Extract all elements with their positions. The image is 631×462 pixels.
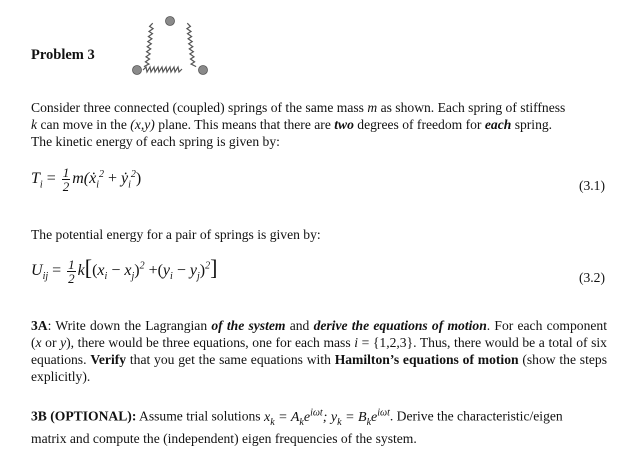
part-a-emph: of the system [211, 318, 286, 333]
problem-title: Problem 3 [31, 47, 95, 63]
intro-text: spring. [511, 117, 553, 132]
part-a-hamilton: Hamilton’s equations of motion [334, 352, 519, 367]
part-a-text: . For each component ( [31, 318, 607, 350]
part-a-text: or [41, 335, 61, 350]
eq1-mass-term: m(ẋ [72, 170, 97, 188]
part-a-var: i [354, 335, 359, 350]
part-b-text: matrix and compute the (independent) eigen frequencies of the system. [31, 431, 417, 447]
spring-bottom [143, 67, 182, 72]
part-a-var: x [35, 335, 42, 350]
eq1-lhs: T [31, 170, 40, 188]
potential-energy-equation: $U_{ij}$ = $\frac{1}{2}$ $k[(x_i - x_j)^2 +(y_i - y_j)^2]$ [31, 255, 218, 286]
intro-text: as shown. Each spring of stiffness [377, 100, 566, 115]
part-a-verify: Verify [90, 352, 127, 367]
part-a-paragraph [31, 317, 607, 385]
eq1-subscript: i [39, 179, 43, 191]
eq2-subscript: ij [42, 271, 49, 283]
eq2-frac-num: 1 [68, 256, 75, 272]
eq2-number: (3.2) [578, 270, 605, 285]
eq1-fraction [62, 166, 71, 193]
part-a-var: y [60, 335, 67, 350]
emphasis-each: each [484, 117, 512, 132]
part-a-emph: derive the equations of motion [313, 318, 487, 333]
part-a-text: ), there would be three equations, one for each mass [66, 335, 355, 350]
coupled-springs-figure [125, 12, 215, 82]
part-a-text: = {1,2,3}. Thus, there would be a total of six equations. [31, 335, 607, 367]
part-a-text: : Write down the Lagrangian [47, 318, 212, 333]
trial-solution-formula: $x_k = A_ke^{i\omega t}$; $y_k = B_ke^{i\omega t}$ [264, 407, 390, 428]
intro-text: Consider three connected (coupled) springs of the same mass [31, 100, 368, 115]
spring-left [137, 23, 161, 68]
eq2-frac-den: 2 [68, 270, 75, 286]
kinetic-energy-equation: $T_i$ = $\frac{1}{2}$ m(ẋ$_i^2$ + ẏ$_i^2$) [31, 165, 142, 194]
eq2-fraction [67, 258, 76, 285]
part-a-label: 3A [31, 318, 48, 333]
potential-text: The potential energy for a pair of springs is given by: [31, 227, 321, 242]
mass-right [199, 66, 208, 75]
part-b-label: 3B (OPTIONAL): [31, 408, 137, 424]
part-b-text: Assume trial solutions [136, 408, 264, 424]
intro-text: The kinetic energy of each spring is given by: [31, 134, 280, 149]
mass-top [166, 17, 175, 26]
eq2-lhs: U [31, 262, 43, 279]
intro-text: plane. This means that there are [154, 117, 335, 132]
part-b-paragraph [31, 404, 607, 447]
intro-text: can move in the [37, 117, 131, 132]
springs [137, 23, 203, 72]
stiffness-symbol: k [31, 117, 38, 132]
part-a-text: that you get the same equations with [126, 352, 335, 367]
part-a-text: and [285, 318, 314, 333]
eq1-frac-den: 2 [62, 179, 70, 194]
part-a-text: (show the steps explicitly). [31, 352, 607, 384]
emphasis-two: two [334, 117, 354, 132]
eq1-frac-num: 1 [62, 165, 70, 180]
intro-paragraph [31, 99, 607, 150]
plane-symbol: (x,y) [130, 117, 155, 132]
eq1-number: (3.1) [578, 178, 605, 193]
mass-symbol: m [367, 100, 378, 115]
mass-left [133, 66, 142, 75]
spring-right [179, 23, 203, 68]
intro-text: degrees of freedom for [353, 117, 485, 132]
part-b-text: . Derive the characteristic/eigen [389, 408, 563, 424]
